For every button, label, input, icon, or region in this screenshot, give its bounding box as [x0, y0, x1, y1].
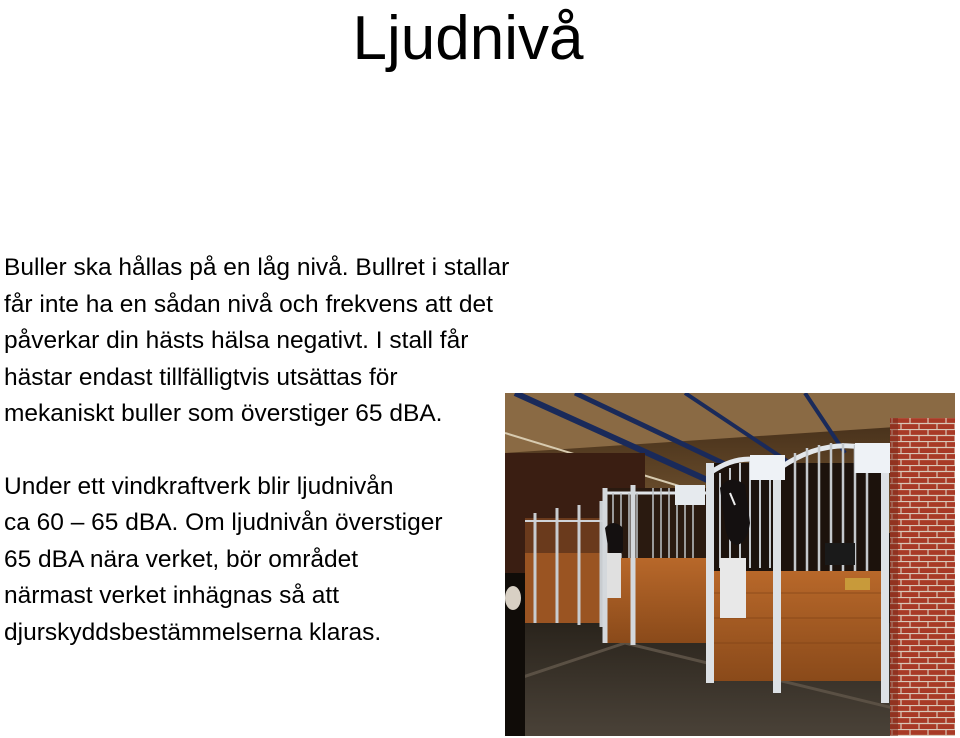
paragraph-wind-turbine — [4, 469, 564, 652]
text-line: Under ett vindkraftverk blir ljudnivån — [4, 472, 394, 500]
text-line: Buller ska hållas på en låg nivå. Bullret i stallar — [4, 254, 510, 281]
text-line: ca 60 – 65 dBA. Om ljudnivån överstiger — [4, 509, 443, 536]
text-line: hästar endast tillfälligtvis utsättas för — [4, 363, 398, 391]
text-line: får inte ha en sådan nivå och frekvens att det — [4, 290, 493, 318]
text-line: mekaniskt buller som överstiger 65 dBA. — [4, 400, 443, 427]
middle-stalls — [605, 481, 715, 648]
text-line: närmast verket inhägnas så att — [4, 582, 340, 609]
slide-title: Ljudnivå — [352, 4, 584, 73]
text-line: 65 dBA nära verket, bör området — [4, 545, 359, 573]
body-text — [4, 250, 564, 651]
stable-photo — [505, 393, 955, 736]
text-line: påverkar din hästs hälsa negativt. I stall får — [4, 327, 469, 354]
brick-pillar — [890, 418, 955, 736]
paragraph-noise-rules — [4, 250, 564, 433]
text-line: djurskyddsbestämmelserna klaras. — [4, 618, 382, 646]
